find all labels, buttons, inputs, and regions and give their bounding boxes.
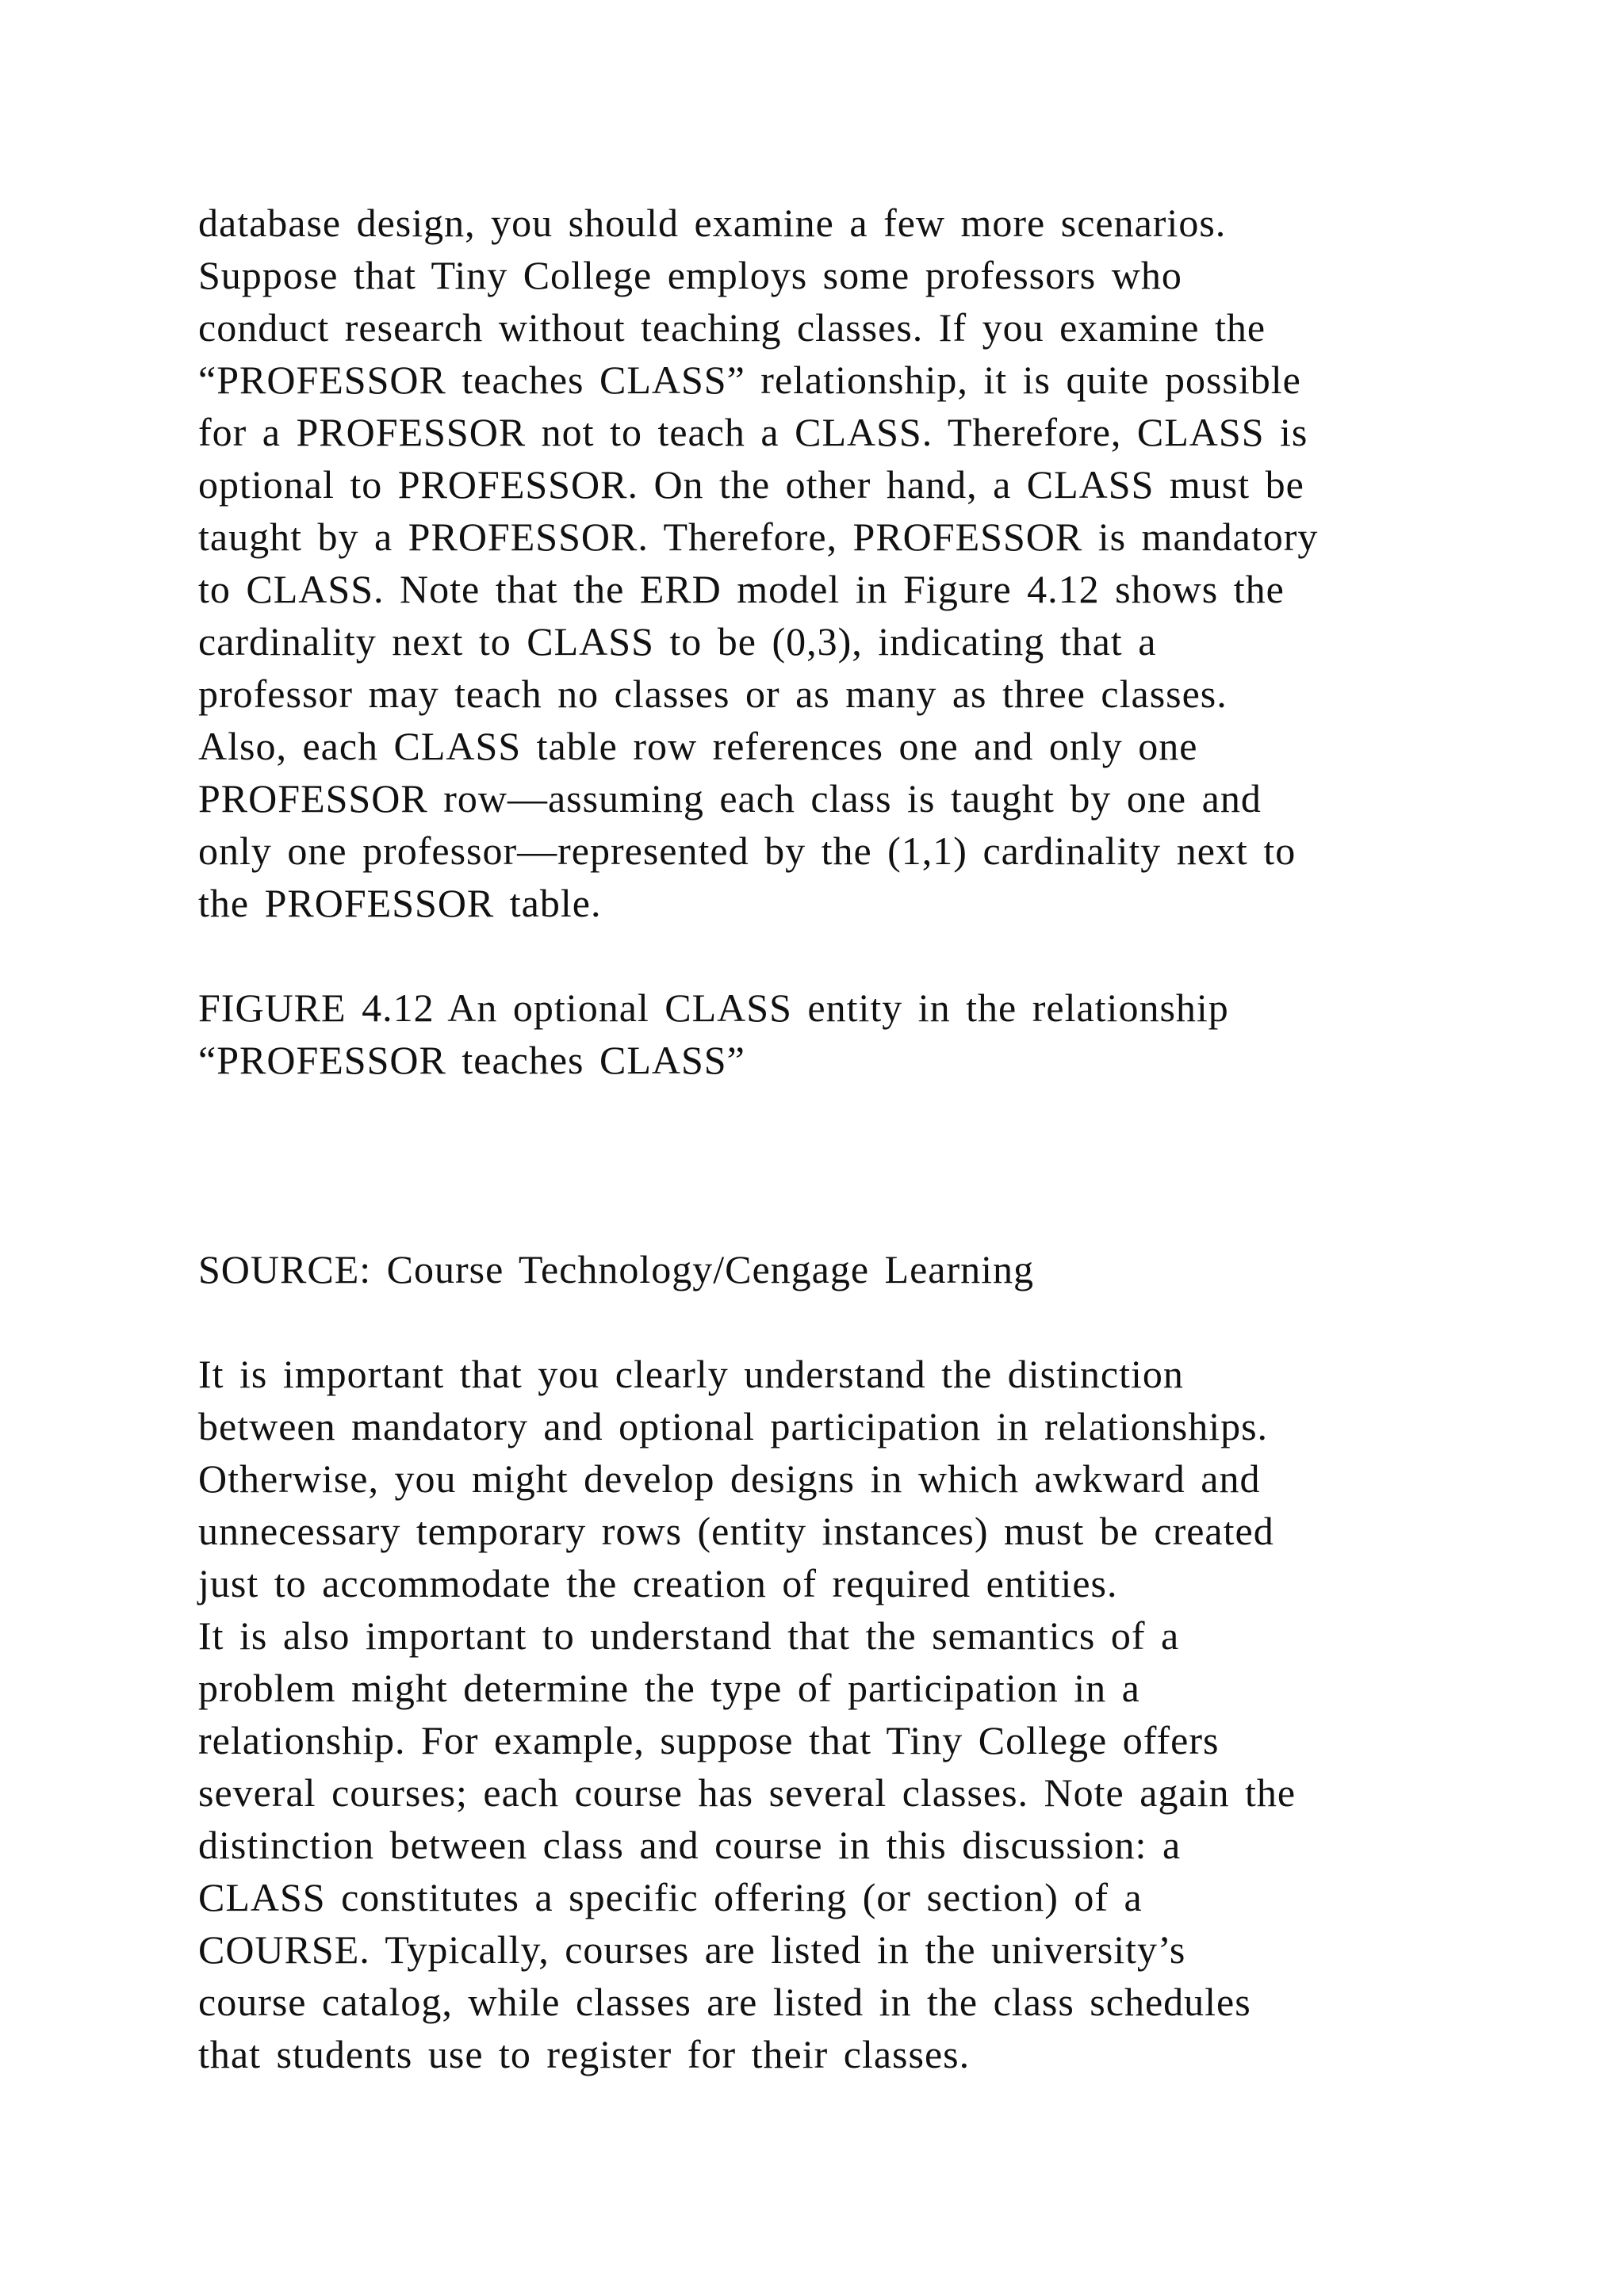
body-paragraph-1 xyxy=(198,197,1515,929)
text-line: unnecessary temporary rows (entity instances) must be created xyxy=(198,1509,1274,1553)
text-line: cardinality next to CLASS to be (0,3), indicating that a xyxy=(198,619,1157,664)
text-line: several courses; each course has several classes. Note again the xyxy=(198,1770,1297,1815)
text-line: taught by a PROFESSOR. Therefore, PROFESSOR is mandatory xyxy=(198,515,1319,559)
text-line: It is also important to understand that the semantics of a xyxy=(198,1613,1180,1658)
text-line: Otherwise, you might develop designs in which awkward and xyxy=(198,1456,1261,1501)
text-line: just to accommodate the creation of required entities. xyxy=(198,1561,1118,1605)
caption-line: “PROFESSOR teaches CLASS” xyxy=(198,1038,745,1082)
source-line: SOURCE: Course Technology/Cengage Learning xyxy=(198,1247,1035,1292)
figure-caption xyxy=(198,982,1515,1086)
body-paragraph-2 xyxy=(198,1348,1515,2080)
text-line: only one professor—represented by the (1,1) cardinality next to xyxy=(198,828,1297,873)
figure-source xyxy=(198,1243,1515,1295)
text-line: COURSE. Typically, courses are listed in the university’s xyxy=(198,1927,1186,1972)
text-line: It is important that you clearly understand the distinction xyxy=(198,1352,1184,1396)
text-line: that students use to register for their classes. xyxy=(198,2032,971,2076)
text-line: distinction between class and course in this discussion: a xyxy=(198,1823,1182,1867)
text-line: “PROFESSOR teaches CLASS” relationship, it is quite possible xyxy=(198,358,1301,402)
text-line: to CLASS. Note that the ERD model in Figure 4.12 shows the xyxy=(198,567,1285,611)
text-line: relationship. For example, suppose that Tiny College offers xyxy=(198,1718,1220,1762)
text-line: Suppose that Tiny College employs some professors who xyxy=(198,253,1182,297)
text-line: Also, each CLASS table row references one and only one xyxy=(198,724,1198,768)
text-line: professor may teach no classes or as many as three classes. xyxy=(198,672,1228,716)
text-line: between mandatory and optional participation in relationships. xyxy=(198,1404,1269,1448)
text-line: optional to PROFESSOR. On the other hand, a CLASS must be xyxy=(198,462,1304,507)
caption-line: FIGURE 4.12 An optional CLASS entity in the relationship xyxy=(198,985,1229,1030)
text-line: conduct research without teaching classes. If you examine the xyxy=(198,305,1266,350)
text-line: PROFESSOR row—assuming each class is taught by one and xyxy=(198,776,1262,821)
text-line: CLASS constitutes a specific offering (or section) of a xyxy=(198,1875,1143,1919)
text-line: database design, you should examine a few more scenarios. xyxy=(198,201,1227,245)
text-line: the PROFESSOR table. xyxy=(198,881,602,925)
text-line: course catalog, while classes are listed in the class schedules xyxy=(198,1980,1251,2024)
text-line: for a PROFESSOR not to teach a CLASS. Therefore, CLASS is xyxy=(198,410,1308,454)
text-line: problem might determine the type of participation in a xyxy=(198,1666,1140,1710)
